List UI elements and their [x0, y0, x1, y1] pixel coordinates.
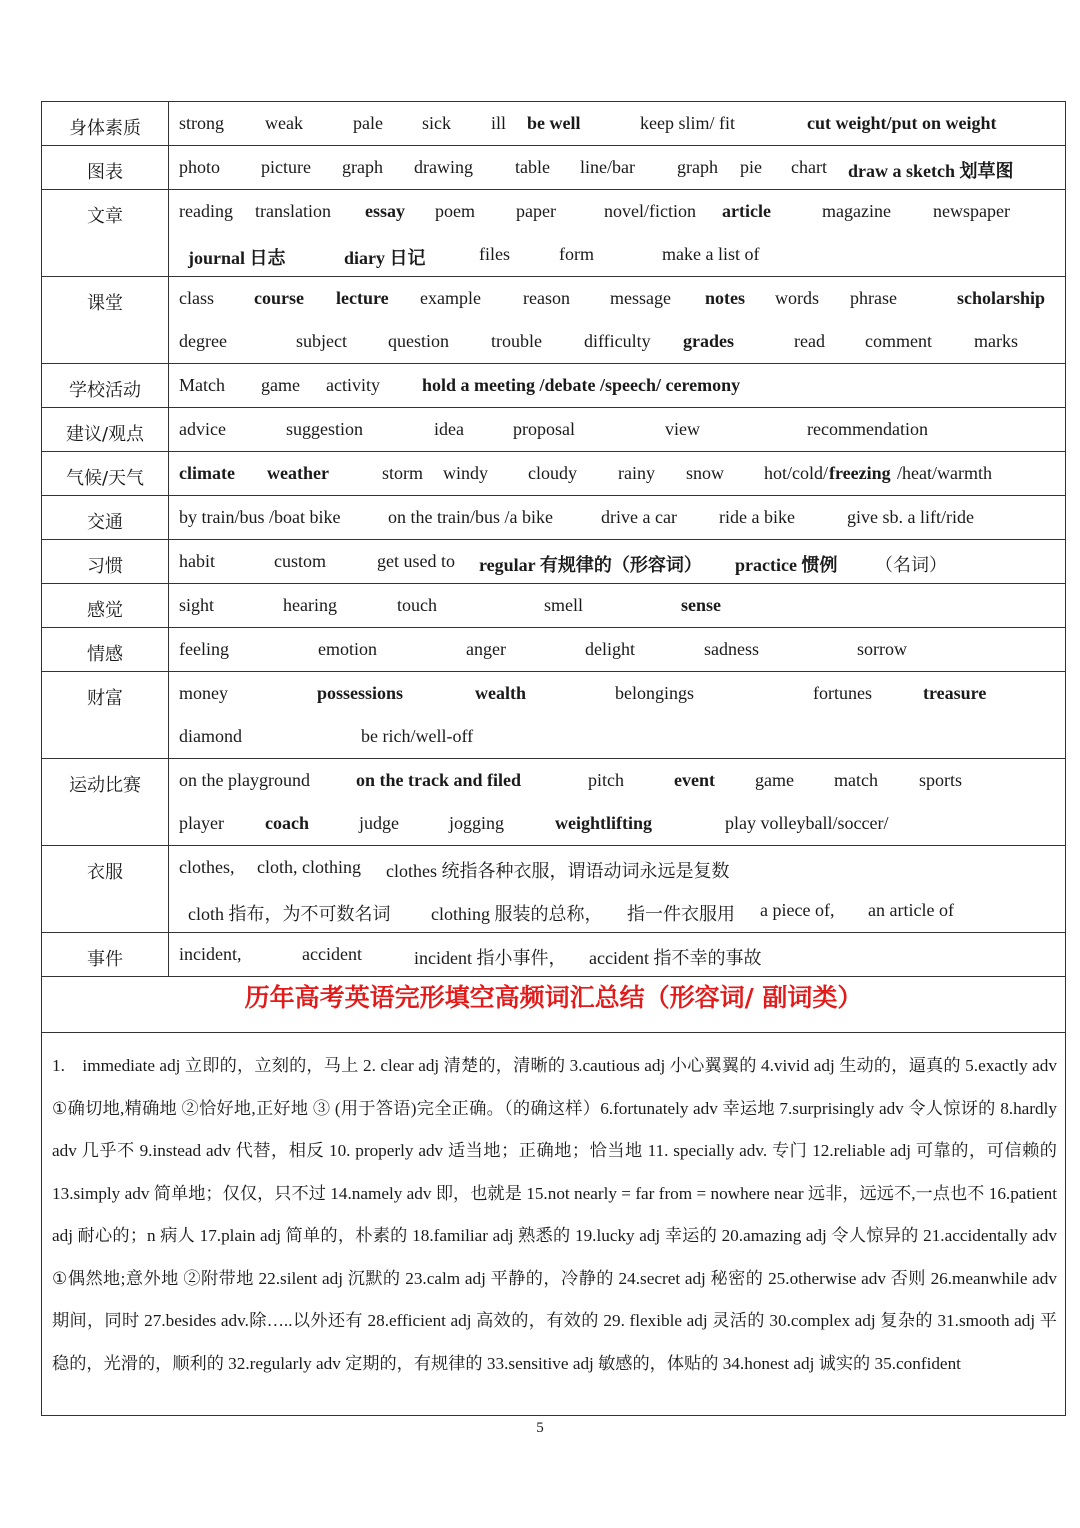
vocabulary-term: clothing 服装的总称， — [431, 904, 603, 924]
vocabulary-cell — [169, 364, 1066, 408]
vocabulary-cell — [169, 846, 1066, 933]
vocabulary-term: possessions — [317, 683, 404, 703]
vocabulary-cell — [169, 628, 1066, 672]
vocabulary-cell — [169, 452, 1066, 496]
vocabulary-term: pale — [353, 113, 383, 133]
vocabulary-term: pie — [740, 157, 762, 177]
vocabulary-term: game — [755, 770, 794, 790]
vocabulary-line — [179, 102, 1061, 145]
category-label: 身体素质 — [42, 102, 169, 146]
vocabulary-cell — [169, 408, 1066, 452]
vocabulary-term: paper — [516, 201, 556, 221]
vocabulary-term: emotion — [318, 639, 377, 659]
vocabulary-line — [179, 759, 1061, 802]
vocabulary-line — [179, 146, 1061, 189]
vocabulary-term: fortunes — [813, 683, 872, 703]
table-row — [42, 933, 1066, 977]
vocabulary-term: essay — [365, 201, 405, 221]
vocabulary-cell — [169, 102, 1066, 146]
table-row — [42, 759, 1066, 846]
vocabulary-term: incident, — [179, 944, 242, 964]
vocabulary-line — [179, 628, 1061, 671]
vocabulary-term: hot/cold/ — [764, 463, 828, 483]
vocabulary-cell — [169, 672, 1066, 759]
category-label: 课堂 — [42, 277, 169, 364]
vocabulary-term: accident 指不幸的事故 — [589, 948, 762, 968]
vocabulary-term: clothes 统指各种衣服，谓语动词永远是复数 — [386, 861, 730, 881]
vocabulary-term: sense — [681, 595, 721, 615]
vocabulary-term: poem — [435, 201, 475, 221]
vocabulary-term: clothes, — [179, 857, 235, 877]
vocabulary-term: grades — [683, 331, 734, 351]
vocabulary-term: ill — [491, 113, 507, 133]
table-row — [42, 408, 1066, 452]
vocabulary-line — [179, 496, 1061, 539]
vocabulary-term: treasure — [923, 683, 987, 703]
vocabulary-term: sadness — [704, 639, 759, 659]
vocabulary-term: on the track and filed — [356, 770, 522, 790]
vocabulary-term: activity — [326, 375, 380, 395]
vocabulary-line — [179, 889, 1061, 932]
vocabulary-term: sight — [179, 595, 215, 615]
vocabulary-term: an article of — [868, 900, 954, 920]
vocabulary-term: strong — [179, 113, 224, 133]
vocabulary-term: cut weight/put on weight — [807, 113, 997, 133]
vocabulary-term: Match — [179, 375, 225, 395]
vocabulary-line — [179, 584, 1061, 627]
vocabulary-term: degree — [179, 331, 227, 351]
category-label: 习惯 — [42, 540, 169, 584]
table-row — [42, 584, 1066, 628]
vocabulary-term: question — [388, 331, 449, 351]
vocabulary-term: money — [179, 683, 228, 703]
vocabulary-term: coach — [265, 813, 309, 833]
category-label: 事件 — [42, 933, 169, 977]
vocabulary-term: touch — [397, 595, 437, 615]
vocabulary-term: habit — [179, 551, 215, 571]
table-row — [42, 364, 1066, 408]
vocabulary-term: hold a meeting /debate /speech/ ceremony — [422, 375, 741, 395]
vocabulary-term: phrase — [850, 288, 897, 308]
vocabulary-term: hearing — [283, 595, 337, 615]
vocabulary-term: notes — [705, 288, 745, 308]
vocabulary-term: freezing — [829, 463, 891, 483]
vocabulary-term: magazine — [822, 201, 891, 221]
vocabulary-term: custom — [274, 551, 326, 571]
vocabulary-line — [179, 408, 1061, 451]
vocabulary-term: delight — [585, 639, 635, 659]
vocabulary-line — [179, 190, 1061, 233]
table-row — [42, 496, 1066, 540]
vocabulary-table — [41, 101, 1066, 1416]
vocabulary-term: example — [420, 288, 481, 308]
vocabulary-term: line/bar — [580, 157, 635, 177]
vocabulary-term: feeling — [179, 639, 229, 659]
vocabulary-term: on the train/bus /a bike — [388, 507, 553, 527]
vocabulary-term: proposal — [513, 419, 575, 439]
category-label: 感觉 — [42, 584, 169, 628]
vocabulary-term: 指一件衣服用 — [627, 904, 735, 924]
vocabulary-term: message — [610, 288, 671, 308]
vocabulary-term: picture — [261, 157, 311, 177]
section-title-row — [42, 977, 1066, 1033]
vocabulary-term: weightlifting — [555, 813, 652, 833]
vocabulary-cell — [169, 146, 1066, 190]
vocabulary-term: cloudy — [528, 463, 577, 483]
vocabulary-line — [179, 540, 1061, 583]
vocabulary-cell — [169, 190, 1066, 277]
vocabulary-term: class — [179, 288, 214, 308]
vocabulary-term: novel/fiction — [604, 201, 696, 221]
vocabulary-term: climate — [179, 463, 235, 483]
vocabulary-term: drawing — [414, 157, 473, 177]
vocabulary-term: sick — [422, 113, 451, 133]
vocabulary-cell — [169, 540, 1066, 584]
vocabulary-term: ride a bike — [719, 507, 795, 527]
table-row — [42, 146, 1066, 190]
vocabulary-term: give sb. a lift/ride — [847, 507, 974, 527]
vocabulary-term: player — [179, 813, 224, 833]
vocabulary-term: snow — [686, 463, 725, 483]
paragraph-row — [42, 1033, 1066, 1416]
vocabulary-term: recommendation — [807, 419, 928, 439]
vocabulary-term: read — [794, 331, 825, 351]
vocabulary-term: sorrow — [857, 639, 907, 659]
category-label: 学校活动 — [42, 364, 169, 408]
table-row — [42, 628, 1066, 672]
vocabulary-term: event — [674, 770, 715, 790]
table-row — [42, 672, 1066, 759]
vocabulary-term: chart — [791, 157, 827, 177]
vocabulary-term: /heat/warmth — [897, 463, 992, 483]
vocabulary-term: reading — [179, 201, 233, 221]
vocabulary-term: course — [254, 288, 304, 308]
vocabulary-term: by train/bus /boat bike — [179, 507, 341, 527]
vocabulary-term: difficulty — [584, 331, 651, 351]
vocabulary-term: form — [559, 244, 594, 264]
vocabulary-line — [179, 277, 1061, 320]
vocabulary-term: graph — [677, 157, 718, 177]
vocabulary-term: view — [665, 419, 700, 439]
vocabulary-term: files — [479, 244, 510, 264]
table-row — [42, 540, 1066, 584]
vocabulary-term: on the playground — [179, 770, 310, 790]
vocabulary-term: jogging — [449, 813, 505, 833]
vocabulary-term: game — [261, 375, 300, 395]
vocabulary-term: make a list of — [662, 244, 760, 264]
vocabulary-paragraph: 1. immediate adj 立即的，立刻的，马上 2. clear adj 清楚的，清晰的 3.cautious adj 小心翼翼的 4.vivid adj 生动的，逼真的 5.exactly adv ①确切地,精确地 ②恰好地,正好地 ③ (用于答语)完全正确。（的确这样）6.fortunately adv 幸运地 7.surprisingly adv 令人惊讶的 8.hardly adv 几乎不 9.instead adv 代替，相反 10. properly adv 适当地；正确地；恰当地 11. specially adv. 专门 12.reliable adj 可靠的，可信赖的 13.simply adv 简单地；仅仅，只不过 14.namely adv 即，也就是 15.not nearly = far from = nowhere near 远非，远远不,一点也不 16.patient adj 耐心的；n 病人 17.plain adj 简单的，朴素的 18.familiar adj 熟悉的 19.lucky adj 幸运的 20.amazing adj 令人惊异的 21.accidentally adv ①偶然地;意外地 ②附带地 22.silent adj 沉默的 23.calm adj 平静的，冷静的 24.secret adj 秘密的 25.otherwise adv 否则 26.meanwhile adv 期间，同时 27.besides adv.除…..以外还有 28.efficient adj 高效的，有效的 29. flexible adj 灵活的 30.complex adj 复杂的 31.smooth adj 平稳的，光滑的，顺利的 32.regularly adv 定期的，有规律的 33.sensitive adj 敏感的，体贴的 34.honest adj 诚实的 35.confident — [42, 1033, 1066, 1416]
vocabulary-term: practice 惯例 — [735, 555, 838, 575]
vocabulary-term: trouble — [491, 331, 542, 351]
vocabulary-term: be well — [527, 113, 581, 133]
vocabulary-term: play volleyball/soccer/ — [725, 813, 889, 833]
category-label: 文章 — [42, 190, 169, 277]
vocabulary-term: article — [722, 201, 771, 221]
vocabulary-term: draw a sketch 划草图 — [848, 161, 1014, 181]
vocabulary-term: be rich/well-off — [361, 726, 474, 746]
vocabulary-term: drive a car — [601, 507, 677, 527]
vocabulary-term: cloth 指布，为不可数名词 — [188, 904, 391, 924]
table-row — [42, 452, 1066, 496]
vocabulary-term: get used to — [377, 551, 455, 571]
vocabulary-term: incident 指小事件， — [414, 948, 567, 968]
vocabulary-term: windy — [443, 463, 488, 483]
table-row — [42, 190, 1066, 277]
vocabulary-term: match — [834, 770, 878, 790]
vocabulary-term: words — [775, 288, 819, 308]
vocabulary-term: anger — [466, 639, 506, 659]
vocabulary-term: idea — [434, 419, 464, 439]
vocabulary-term: a piece of, — [760, 900, 835, 920]
vocabulary-term: advice — [179, 419, 226, 439]
table-row — [42, 102, 1066, 146]
vocabulary-term: judge — [359, 813, 399, 833]
vocabulary-term: accident — [302, 944, 362, 964]
vocabulary-term: newspaper — [933, 201, 1010, 221]
vocabulary-term: weak — [265, 113, 303, 133]
vocabulary-line — [179, 672, 1061, 715]
vocabulary-line — [179, 802, 1061, 845]
category-label: 图表 — [42, 146, 169, 190]
vocabulary-term: pitch — [588, 770, 624, 790]
vocabulary-term: storm — [382, 463, 424, 483]
vocabulary-term: lecture — [336, 288, 389, 308]
vocabulary-term: smell — [544, 595, 583, 615]
category-label: 财富 — [42, 672, 169, 759]
vocabulary-term: sports — [919, 770, 963, 790]
page-number: 5 — [536, 1420, 544, 1436]
vocabulary-term: rainy — [618, 463, 655, 483]
category-label: 气候/天气 — [42, 452, 169, 496]
vocabulary-term: translation — [255, 201, 331, 221]
vocabulary-line — [179, 933, 1061, 976]
category-label: 建议/观点 — [42, 408, 169, 452]
category-label: 情感 — [42, 628, 169, 672]
vocabulary-line — [179, 846, 1061, 889]
category-label: 运动比赛 — [42, 759, 169, 846]
vocabulary-term: table — [515, 157, 550, 177]
vocabulary-line — [179, 715, 1061, 758]
vocabulary-cell — [169, 496, 1066, 540]
vocabulary-term: photo — [179, 157, 221, 177]
category-label: 交通 — [42, 496, 169, 540]
vocabulary-term: keep slim/ fit — [640, 113, 735, 133]
vocabulary-term: marks — [974, 331, 1018, 351]
vocabulary-line — [179, 320, 1061, 363]
vocabulary-term: weather — [267, 463, 329, 483]
vocabulary-term: graph — [342, 157, 383, 177]
table-row — [42, 277, 1066, 364]
vocabulary-line — [179, 452, 1061, 495]
section-title: 历年高考英语完形填空高频词汇总结（形容词/ 副词类） — [42, 977, 1066, 1033]
vocabulary-line — [179, 364, 1061, 407]
vocabulary-term: diary 日记 — [344, 248, 426, 268]
vocabulary-term: （名词） — [875, 555, 947, 575]
vocabulary-line — [179, 233, 1061, 276]
vocabulary-term: comment — [865, 331, 932, 351]
vocabulary-term: wealth — [475, 683, 526, 703]
vocabulary-cell — [169, 277, 1066, 364]
vocabulary-term: reason — [523, 288, 570, 308]
vocabulary-term: subject — [296, 331, 347, 351]
vocabulary-term: diamond — [179, 726, 242, 746]
vocabulary-term: suggestion — [286, 419, 364, 439]
vocabulary-cell — [169, 584, 1066, 628]
category-label: 衣服 — [42, 846, 169, 933]
vocabulary-term: regular 有规律的（形容词） — [479, 555, 702, 575]
vocabulary-term: belongings — [615, 683, 694, 703]
vocabulary-term: journal 日志 — [188, 248, 286, 268]
table-row — [42, 846, 1066, 933]
vocabulary-term: cloth, clothing — [257, 857, 361, 877]
vocabulary-cell — [169, 759, 1066, 846]
vocabulary-term: scholarship — [957, 288, 1046, 308]
vocabulary-cell — [169, 933, 1066, 977]
